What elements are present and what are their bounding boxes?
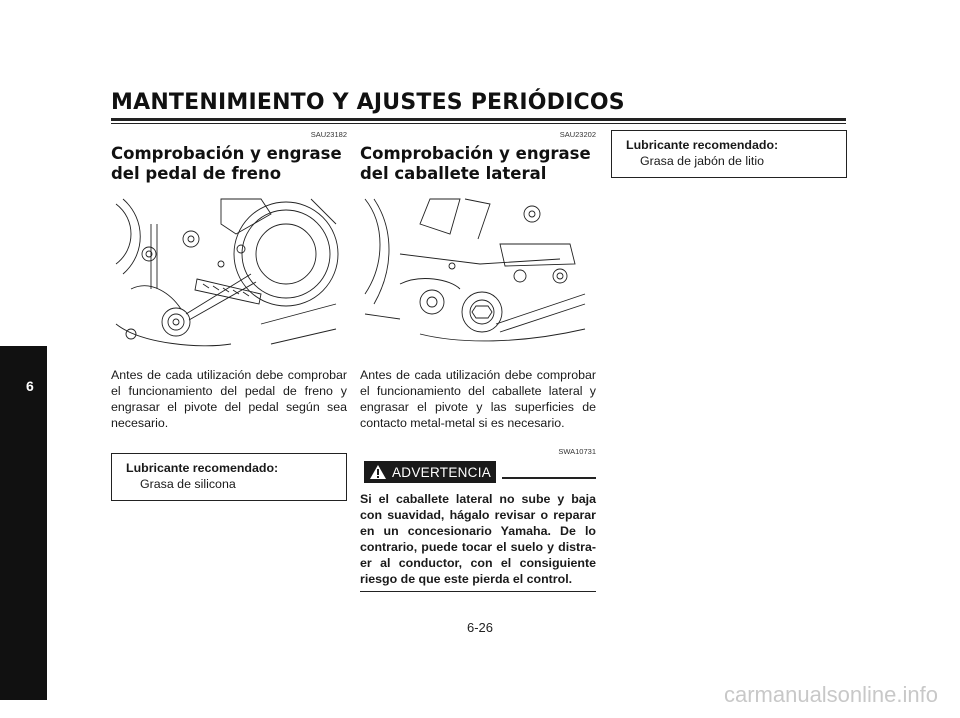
header-rule-thick xyxy=(111,118,846,121)
page-number: 6-26 xyxy=(466,620,494,635)
section-code: SAU23202 xyxy=(559,130,596,139)
section-body: Antes de cada utilización debe comprobar el funcionamiento del pedal de freno y engrasar el pivote del pedal según sea necesario. xyxy=(111,368,347,430)
lubricant-box xyxy=(111,453,347,501)
page-header-title: MANTENIMIENTO Y AJUSTES PERIÓDICOS xyxy=(111,90,625,115)
continued-column xyxy=(611,130,847,178)
lubricant-label: Lubricante recomendado: xyxy=(626,138,779,152)
lubricant-value: Grasa de jabón de litio xyxy=(640,154,764,168)
lubricant-label: Lubricante recomendado: xyxy=(126,461,279,475)
watermark: carmanualsonline.info xyxy=(723,682,938,707)
warning-text: Si el caballete lateral no sube y baja con suavidad, hágalo revisar o reparar en un concesionario Yamaha. De lo contrario, puede tocar el suelo y distra-er al conductor, con el consiguiente riesgo de que este pierda el control. xyxy=(360,491,596,592)
warning-badge xyxy=(364,461,496,483)
section-body: Antes de cada utilización debe comprobar el funcionamiento del caballete lateral y engrasar el pivote y las superficies de contacto metal-metal si es necesario. xyxy=(360,368,596,430)
chapter-tab xyxy=(0,346,47,700)
section-brake-pedal xyxy=(111,130,347,501)
section-code: SAU23182 xyxy=(310,130,347,139)
warning-code: SWA10731 xyxy=(558,447,596,456)
lubricant-value: Grasa de silicona xyxy=(140,477,236,491)
section-title: Comprobación y engrase del caballete lateral xyxy=(360,144,591,183)
section-title: Comprobación y engrase del pedal de freno xyxy=(111,144,342,183)
warning-header xyxy=(360,461,596,485)
warning-label: ADVERTENCIA xyxy=(392,464,492,480)
section-sidestand xyxy=(360,130,596,592)
chapter-number: 6 xyxy=(26,378,34,394)
warning-rule xyxy=(502,477,596,479)
warning-triangle-icon xyxy=(364,461,392,483)
lubricant-box xyxy=(611,130,847,178)
header-rule-thin xyxy=(111,123,846,124)
sidestand-illustration xyxy=(360,194,590,354)
brake-pedal-illustration xyxy=(111,194,341,354)
